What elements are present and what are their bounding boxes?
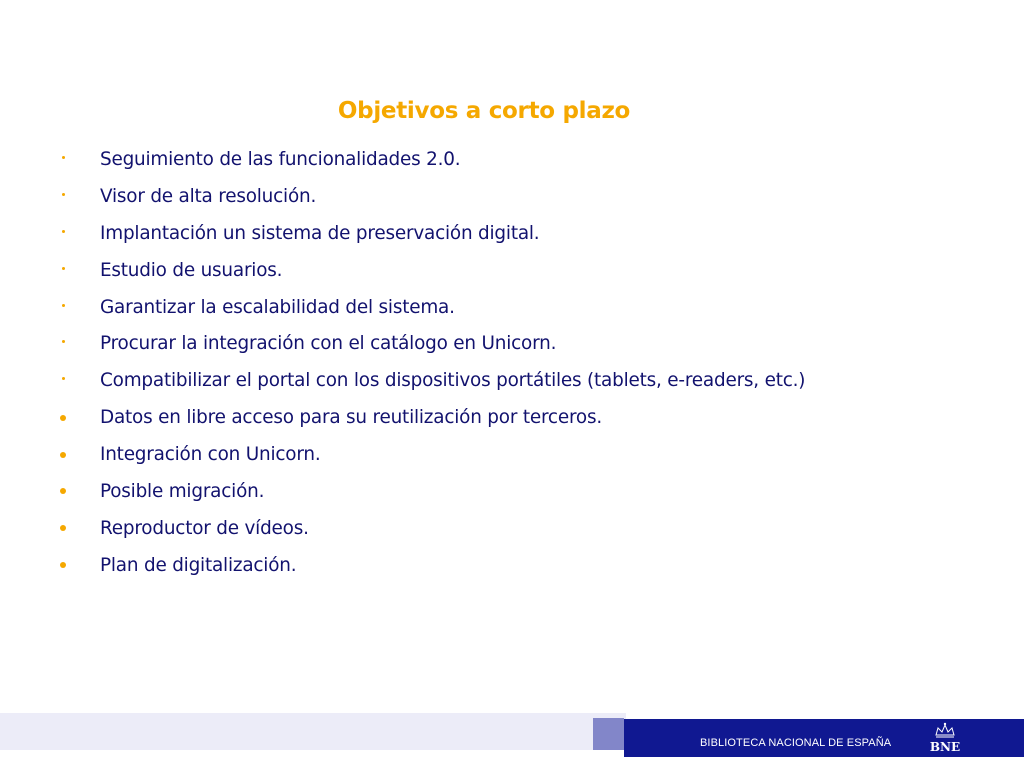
bullet-text: Reproductor de vídeos. — [100, 517, 309, 539]
bullet-item — [56, 362, 805, 399]
bullet-text: Garantizar la escalabilidad del sistema. — [100, 296, 455, 318]
bullet-marker-icon — [56, 215, 70, 252]
bullet-text: Plan de digitalización. — [100, 554, 297, 576]
bullet-text: Implantación un sistema de preservación digital. — [100, 222, 540, 244]
bullet-item — [56, 252, 805, 289]
crown-icon — [936, 723, 954, 737]
bne-logo — [926, 720, 964, 756]
bullet-marker-icon — [56, 547, 70, 584]
bullet-marker-icon — [56, 510, 70, 547]
bullet-text: Visor de alta resolución. — [100, 185, 317, 207]
bullet-marker-icon — [56, 252, 70, 289]
bullet-item — [56, 325, 805, 362]
bullet-item — [56, 510, 805, 547]
bullet-marker-icon — [56, 178, 70, 215]
bullet-marker-icon — [56, 141, 70, 178]
bullet-item — [56, 215, 805, 252]
bullet-list — [56, 141, 805, 584]
footer-accent-square — [593, 718, 624, 750]
footer-band-light — [0, 713, 626, 750]
bullet-item — [56, 289, 805, 326]
logo-text: BNE — [929, 740, 961, 754]
bullet-item — [56, 178, 805, 215]
bullet-item — [56, 473, 805, 510]
bullet-item — [56, 547, 805, 584]
bullet-text: Datos en libre acceso para su reutilización por terceros. — [100, 407, 602, 429]
footer-institution-name: BIBLIOTECA NACIONAL DE ESPAÑA — [700, 737, 892, 749]
bullet-marker-icon — [56, 362, 70, 399]
bullet-text: Estudio de usuarios. — [100, 259, 283, 281]
bullet-text: Compatibilizar el portal con los dispositivos portátiles (tablets, e-readers, etc.) — [100, 370, 806, 392]
bullet-text: Seguimiento de las funcionalidades 2.0. — [100, 148, 461, 170]
bullet-marker-icon — [56, 289, 70, 326]
bullet-marker-icon — [56, 325, 70, 362]
bullet-text: Posible migración. — [100, 480, 265, 502]
bullet-marker-icon — [56, 436, 70, 473]
bullet-marker-icon — [56, 473, 70, 510]
bullet-item — [56, 436, 805, 473]
bullet-text: Procurar la integración con el catálogo en Unicorn. — [100, 333, 557, 355]
bullet-item — [56, 399, 805, 436]
bullet-text: Integración con Unicorn. — [100, 444, 321, 466]
bullet-item — [56, 141, 805, 178]
bullet-marker-icon — [56, 399, 70, 436]
slide-title: Objetivos a corto plazo — [337, 98, 631, 124]
